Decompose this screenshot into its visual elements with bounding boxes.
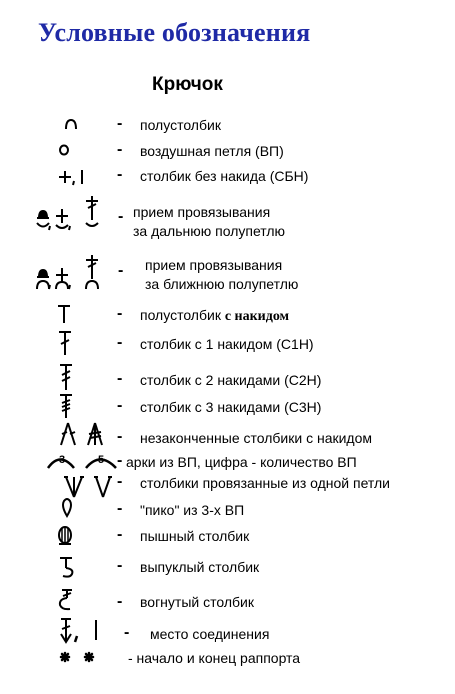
legend-text-part-bold: с накидом <box>224 309 290 324</box>
dash: - <box>117 473 123 490</box>
dash: - <box>117 557 123 574</box>
legend-text: выпуклый столбик <box>140 559 260 575</box>
dash: - <box>117 452 123 469</box>
legend-text: воздушная петля (ВП) <box>140 143 284 159</box>
dash: - <box>117 370 123 387</box>
legend-text: полустолбик <box>140 117 221 133</box>
chain-stitch-symbol-icon <box>58 143 72 157</box>
legend-text-line: прием провязывания <box>133 204 271 220</box>
chain-arch-symbol-icon <box>46 450 122 472</box>
legend-text <box>140 305 289 327</box>
treble-crochet-symbol-icon <box>58 362 74 392</box>
legend-text: столбик с 2 накидами (С2Н) <box>140 372 322 388</box>
dash: - <box>117 428 123 445</box>
picot-symbol-icon <box>60 498 74 518</box>
dash: - <box>117 334 123 351</box>
join-symbol-icon <box>59 616 105 644</box>
front-loop-symbol-icon <box>34 255 104 291</box>
repeat-marker-symbol-icon <box>60 651 100 665</box>
hdc-with-yarnover-symbol-icon <box>56 303 72 325</box>
legend-subtitle: Крючок <box>152 74 223 95</box>
back-post-symbol-icon <box>57 587 75 613</box>
dash: - <box>118 262 124 279</box>
legend-text-line: прием провязывания <box>145 257 283 273</box>
legend-text: столбик без накида (СБН) <box>140 168 309 184</box>
legend-title: Условные обозначения <box>38 18 311 47</box>
dash: - <box>117 115 123 132</box>
dash: - <box>117 141 123 158</box>
dash: - <box>117 166 123 183</box>
unfinished-stitches-symbol-icon <box>58 421 108 447</box>
legend-text: "пико" из 3-х ВП <box>140 502 245 518</box>
dash: - <box>118 208 124 225</box>
half-double-crochet-symbol-icon <box>63 118 79 130</box>
legend-text-part: полустолбик <box>140 307 221 323</box>
stitches-in-one-loop-symbol-icon <box>63 473 119 499</box>
dash: - <box>124 624 130 641</box>
dash: - <box>117 305 123 322</box>
double-treble-symbol-icon <box>58 392 74 420</box>
puff-stitch-symbol-icon <box>56 524 74 546</box>
legend-text: столбик с 1 накидом (С1Н) <box>140 336 314 352</box>
dash: - <box>117 593 123 610</box>
dash: - <box>117 500 123 517</box>
single-crochet-symbol-icon <box>57 167 91 187</box>
legend-text: столбик с 3 накидами (С3Н) <box>140 399 322 415</box>
double-crochet-symbol-icon <box>57 329 73 357</box>
arch-number: 3 <box>59 454 66 466</box>
legend-text: вогнутый столбик <box>140 594 254 610</box>
legend-text: пышный столбик <box>140 528 250 544</box>
legend-text: - начало и конец раппорта <box>128 650 301 666</box>
arch-number: 5 <box>98 454 105 466</box>
back-loop-symbol-icon <box>34 196 104 232</box>
legend-text-line: за дальнюю полупетлю <box>133 223 286 239</box>
legend-text-line: за ближнюю полупетлю <box>145 276 299 292</box>
legend-text: место соединения <box>150 626 270 642</box>
legend-text: арки из ВП, цифра - количество ВП <box>126 454 357 470</box>
legend-text: незаконченные столбики с накидом <box>140 430 373 446</box>
dash: - <box>117 526 123 543</box>
dash: - <box>117 397 123 414</box>
front-post-symbol-icon <box>58 555 76 579</box>
legend-text: столбики провязанные из одной петли <box>140 475 390 491</box>
